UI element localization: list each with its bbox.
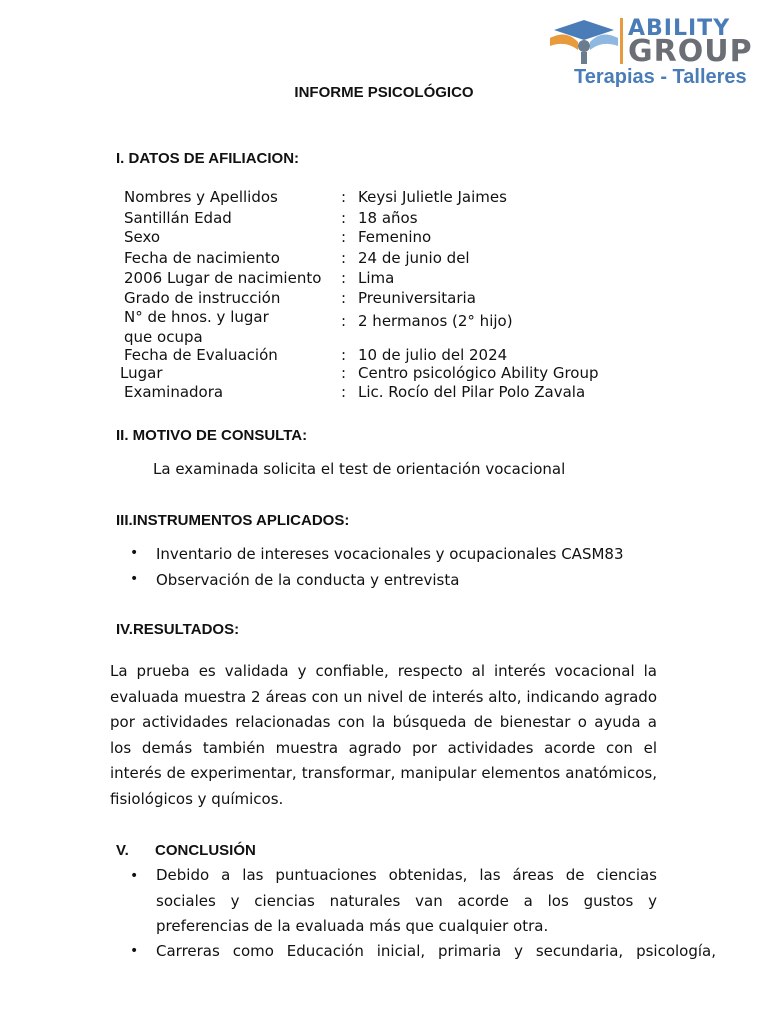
affiliation-label: Lugar <box>120 364 163 382</box>
affiliation-colon: : <box>341 346 347 364</box>
affiliation-colon: : <box>341 228 347 246</box>
affiliation-row <box>0 308 768 346</box>
affiliation-label: Examinadora <box>124 383 224 401</box>
affiliation-row <box>0 364 768 384</box>
list-item: Carreras como Educación inicial, primaria y secundaria, psicología, <box>156 942 716 960</box>
section-5-heading: CONCLUSIÓN <box>155 842 256 859</box>
consultation-reason: La examinada solicita el test de orientación vocacional <box>153 460 566 478</box>
affiliation-value: 18 años <box>358 209 418 227</box>
affiliation-value: 2 hermanos (2° hijo) <box>358 312 513 330</box>
affiliation-label: Nombres y Apellidos <box>124 188 278 206</box>
section-3-heading: III.INSTRUMENTOS APLICADOS: <box>116 512 350 529</box>
affiliation-label: Santillán Edad <box>124 209 232 227</box>
affiliation-row <box>0 383 768 403</box>
affiliation-colon: : <box>341 312 347 330</box>
section-2-heading: II. MOTIVO DE CONSULTA: <box>116 427 308 444</box>
affiliation-row <box>0 188 768 208</box>
list-item: Debido a las puntuaciones obtenidas, las áreas de ciencias sociales y ciencias naturales van acorde a los gustos y preferencias de la evaluada más que cualquier otra. <box>156 866 657 936</box>
affiliation-colon: : <box>341 249 347 267</box>
affiliation-value: 24 de junio del <box>358 249 470 267</box>
affiliation-colon: : <box>341 364 347 382</box>
section-5-number: V. <box>116 842 129 859</box>
affiliation-label: Sexo <box>124 228 161 246</box>
affiliation-label: Fecha de nacimiento <box>124 249 280 267</box>
affiliation-value: 10 de julio del 2024 <box>358 346 508 364</box>
section-1-heading: I. DATOS DE AFILIACION: <box>116 150 300 167</box>
bullet-icon: • <box>130 868 139 884</box>
affiliation-value: Lic. Rocío del Pilar Polo Zavala <box>358 383 586 401</box>
affiliation-value: Femenino <box>358 228 432 246</box>
section-4-heading: IV.RESULTADOS: <box>116 621 240 638</box>
logo-figure-icon <box>548 16 620 66</box>
affiliation-row <box>0 228 768 248</box>
affiliation-label: Fecha de Evaluación <box>124 346 278 364</box>
list-item: Inventario de intereses vocacionales y ocupacionales CASM83 <box>156 545 624 563</box>
affiliation-row <box>0 209 768 229</box>
document-title: INFORME PSICOLÓGICO <box>294 84 474 101</box>
affiliation-colon: : <box>341 188 347 206</box>
affiliation-row <box>0 269 768 289</box>
affiliation-row <box>0 346 768 366</box>
affiliation-value: Keysi Julietle Jaimes <box>358 188 507 206</box>
affiliation-value: Preuniversitaria <box>358 289 476 307</box>
affiliation-label: Grado de instrucción <box>124 289 281 307</box>
affiliation-colon: : <box>341 269 347 287</box>
logo-tagline: Terapias - Talleres <box>574 66 747 88</box>
logo-group-text: GROUP <box>628 34 753 69</box>
list-item: Observación de la conducta y entrevista <box>156 571 460 589</box>
affiliation-colon: : <box>341 383 347 401</box>
bullet-icon: • <box>130 943 139 959</box>
affiliation-value: Lima <box>358 269 395 287</box>
logo-ability-text: ABILITY <box>628 16 731 41</box>
affiliation-label-continued: que ocupa <box>124 328 203 346</box>
bullet-icon: • <box>130 571 139 587</box>
affiliation-value: Centro psicológico Ability Group <box>358 364 599 382</box>
company-logo <box>548 14 768 92</box>
affiliation-label: N° de hnos. y lugar <box>124 308 269 326</box>
affiliation-colon: : <box>341 289 347 307</box>
affiliation-row <box>0 249 768 269</box>
results-paragraph: La prueba es validada y confiable, respecto al interés vocacional la evaluada muestra 2 áreas con un nivel de interés alto, indicando agrado por actividades relacionadas con la búsqueda de bienestar o ayuda a los demás también muestra agrado por actividades acorde con el interés de experimentar, transformar, manipular elementos anatómicos, fisiológicos y químicos. <box>110 662 657 808</box>
affiliation-label: 2006 Lugar de nacimiento <box>124 269 322 287</box>
bullet-icon: • <box>130 545 139 561</box>
affiliation-row <box>0 289 768 309</box>
affiliation-colon: : <box>341 209 347 227</box>
